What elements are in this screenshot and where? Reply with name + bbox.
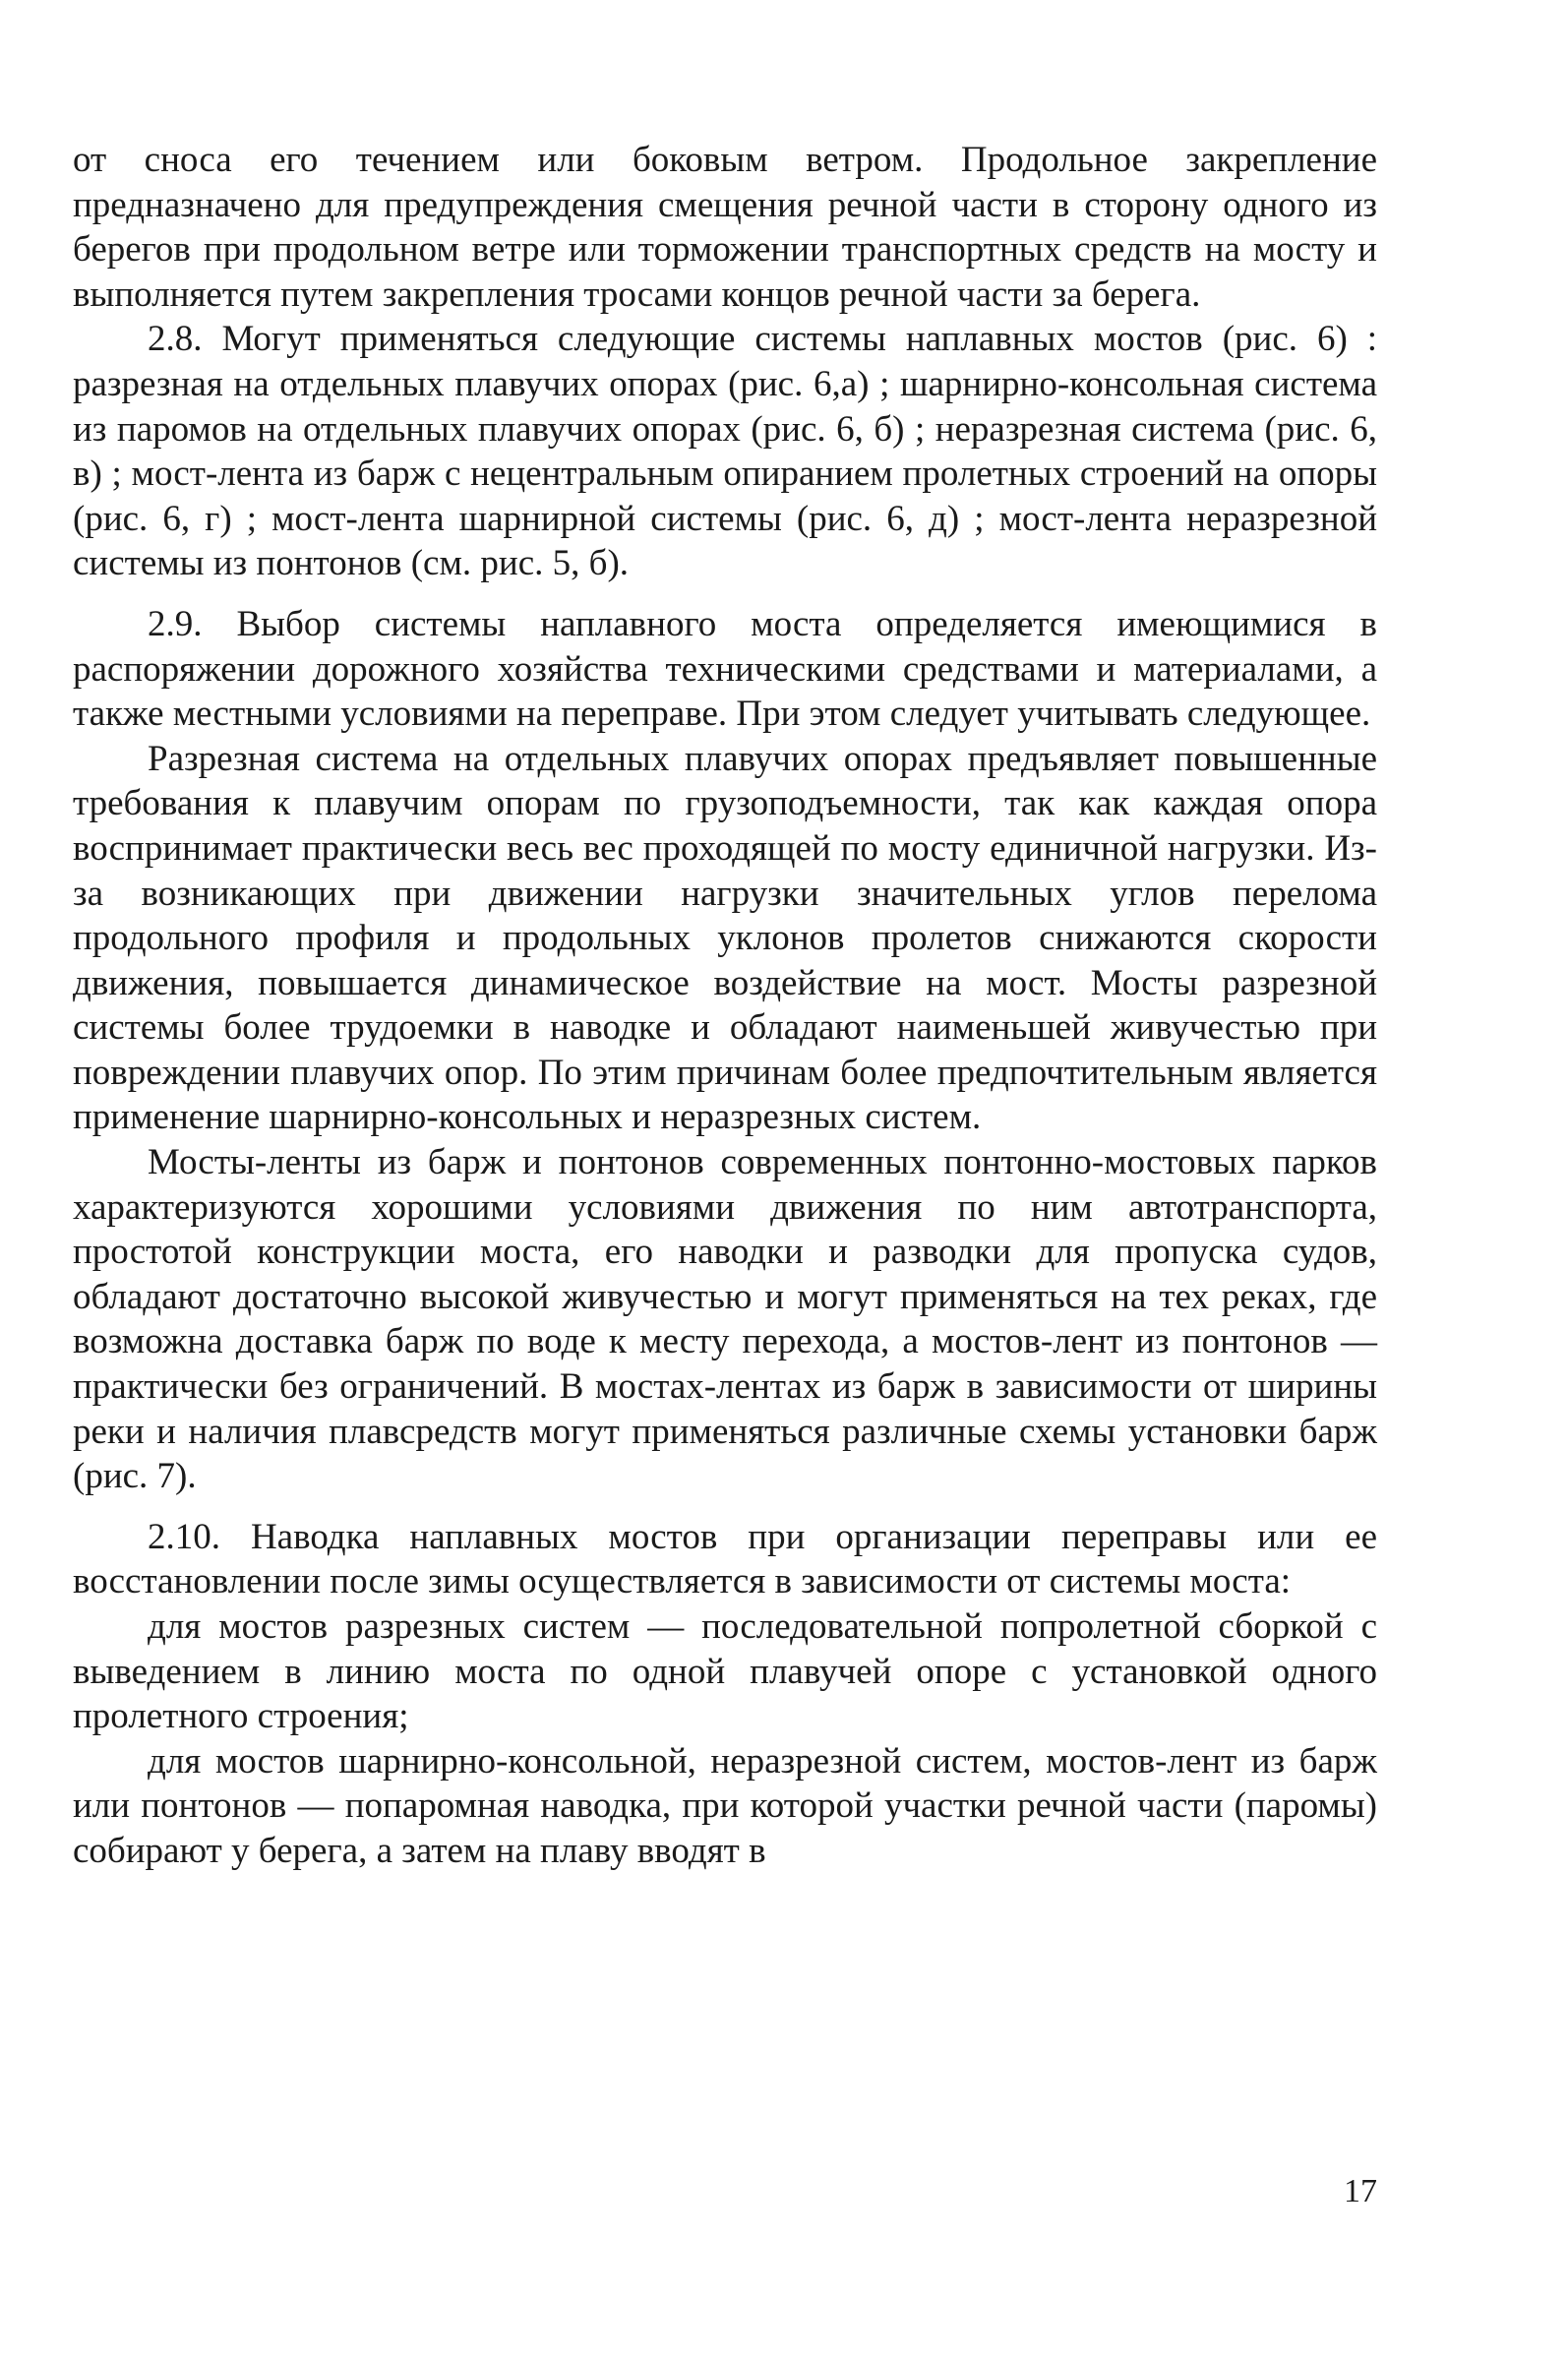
paragraph-2-8: 2.8. Могут применяться следующие системы наплавных мостов (рис. 6) : разрезная на отдельных плавучих опорах (рис. 6,а) ; шарнирно-консольная система из паромов на отдельных плавучих опорах (рис. 6, б) ; неразрезная система (рис. 6, в) ; мост-лента из барж с нецентральным опиранием пролетных строений на опоры (рис. 6, г) ; мост-лента шарнирной системы (рис. 6, д) ; мост-лента неразрезной системы из понтонов (см. рис. 5, б). [73,319,1377,584]
paragraph-2-10: 2.10. Наводка наплавных мостов при организации переправы или ее восстановлении после зимы осуществляется в зависимости от системы моста: [73,1516,1377,1602]
paragraph-bridge-ribbons: Мосты-ленты из барж и понтонов современных понтонно-мостовых парков характеризуются хорошими условиями движения по ним автотранспорта, простотой конструкции моста, его наводки и разводки для пропуска судов, обладают достаточно высокой живучестью и могут применяться на тех реках, где возможна доставка барж по воде к месту перехода, а мостов-лент из понтонов — практически без ограничений. В мостах-лентах из барж в зависимости от ширины реки и наличия плавсредств могут применяться различные схемы установки барж (рис. 7). [73,1142,1377,1497]
paragraph-hinged-systems-assembly: для мостов шарнирно-консольной, неразрезной систем, мостов-лент из барж или понтонов — попаромная наводка, при которой участки речной части (паромы) собирают у берега, а затем на плаву вводят в [73,1740,1377,1871]
paragraph-continuation: от сноса его течением или боковым ветром. Продольное закрепление предназначено для предупреждения смещения речной части в сторону одного из берегов при продольном ветре или торможении транспортных средств на мосту и выполняется путем закрепления тросами концов речной части за берега. [73,140,1377,315]
document-body [73,138,1377,1874]
paragraph-split-system: Разрезная система на отдельных плавучих опорах предъявляет повышенные требования к плавучим опорам по грузоподъемности, так как каждая опора воспринимает практически весь вес проходящей по мосту единичной нагрузки. Из-за возникающих при движении нагрузки значительных углов перелома продольного профиля и продольных уклонов пролетов снижаются скорости движения, повышается динамическое воздействие на мост. Мосты разрезной системы более трудоемки в наводке и обладают наименьшей живучестью при повреждении плавучих опор. По этим причинам более предпочтительным является применение шарнирно-консольных и неразрезных систем. [73,738,1377,1138]
page-number: 17 [1344,2173,1377,2209]
paragraph-2-9: 2.9. Выбор системы наплавного моста определяется имеющимися в распоряжении дорожного хозяйства техническими средствами и материалами, а также местными условиями на переправе. При этом следует учитывать следующее. [73,603,1377,735]
paragraph-split-systems-assembly: для мостов разрезных систем — последовательной попролетной сборкой с выведением в линию моста по одной плавучей опоре с установкой одного пролетного строения; [73,1606,1377,1737]
